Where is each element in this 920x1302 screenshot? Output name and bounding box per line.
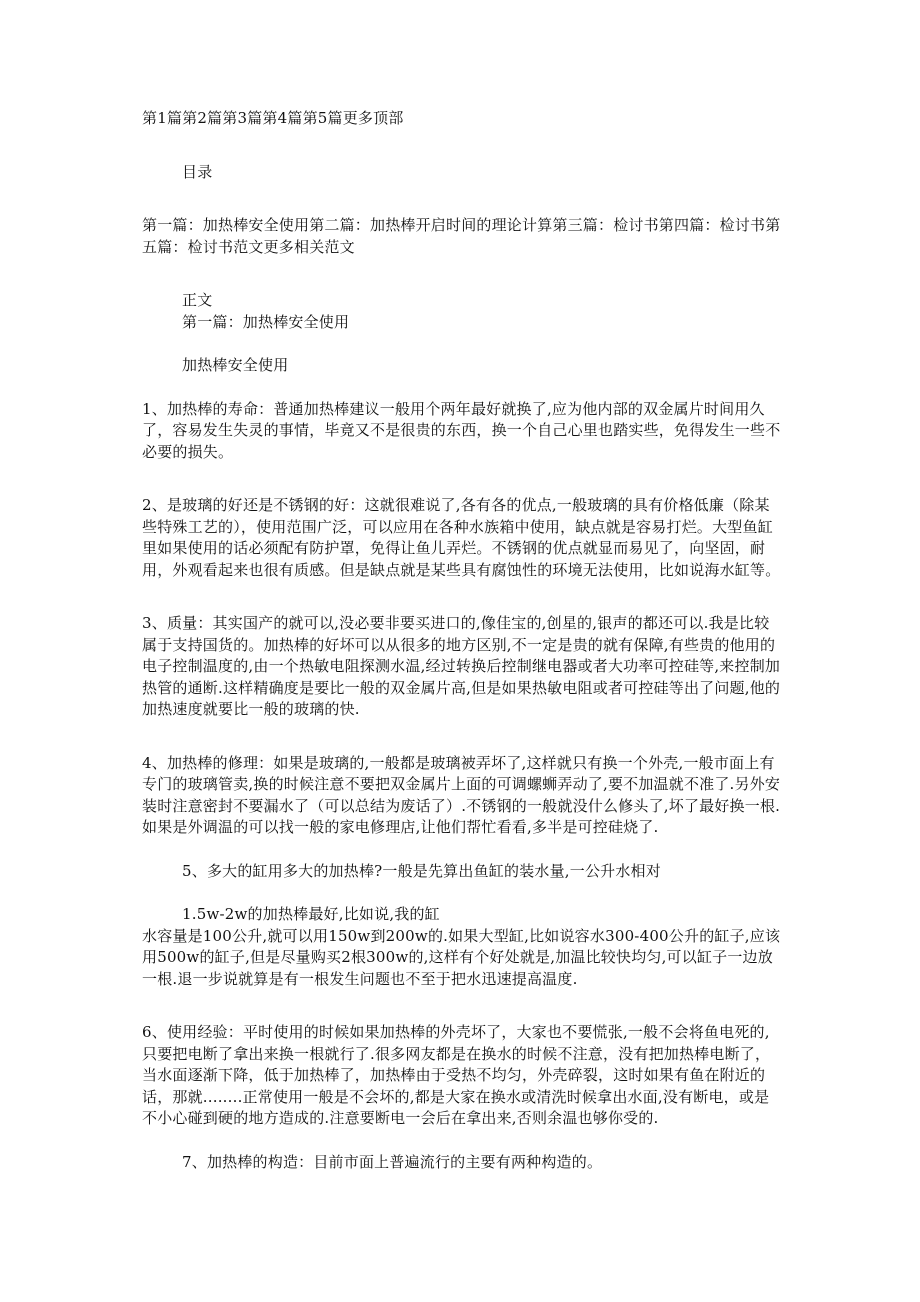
top-nav-links[interactable]: 第1篇第2篇第3篇第4篇第5篇更多顶部 — [142, 109, 404, 127]
paragraph: 5、多大的缸用多大的加热棒?一般是先算出鱼缸的装水量,一公升水相对 — [182, 861, 661, 880]
toc-list[interactable]: 第一篇：加热棒安全使用第二篇：加热棒开启时间的理论计算第三篇：检讨书第四篇：检讨书第五篇：检讨书范文更多相关范文 — [142, 216, 781, 256]
body-label: 正文 — [182, 291, 213, 309]
toc-title: 目录 — [182, 162, 213, 181]
paragraph: 2、是玻璃的好还是不锈钢的好：这就很难说了,各有各的优点,一般玻璃的具有价格低廉（除某些特殊工艺的），使用范围广泛，可以应用在各种水族箱中使用，缺点就是容易打烂。大型鱼缸里如果使用的话必须配有防护罩，免得让鱼儿弄烂。不锈钢的优点就显而易见了，向坚固，耐用，外观看起来也很有质感。但是缺点就是某些具有腐蚀性的环境无法使用，比如说海水缸等。 — [142, 496, 781, 579]
paragraph: 4、加热棒的修理：如果是玻璃的,一般都是玻璃被弄坏了,这样就只有换一个外壳,一般市面上有专门的玻璃管卖,换的时候注意不要把双金属片上面的可调螺蛳弄动了,要不加温就不准了.另外安装时注意密封不要漏水了（可以总结为废话了）.不锈钢的一般就没什么修头了,坏了最好换一根.如果是外调温的可以找一般的家电修理店,让他们帮忙看看,多半是可控硅烧了. — [142, 753, 781, 836]
paragraph: 3、质量：其实国产的就可以,没必要非要买进口的,像佳宝的,创星的,银声的都还可以.我是比较属于支持国货的。加热棒的好坏可以从很多的地方区别,不一定是贵的就有保障,有些贵的他用的电子控制温度的,由一个热敏电阻探测水温,经过转换后控制继电器或者大功率可控硅等,来控制加热管的通断.这样精确度是要比一般的双金属片高,但是如果热敏电阻或者可控硅等出了问题,他的加热速度就要比一般的玻璃的快. — [142, 614, 781, 718]
chapter-title: 第一篇：加热棒安全使用 — [182, 312, 350, 331]
paragraph: 6、使用经验：平时使用的时候如果加热棒的外壳坏了，大家也不要慌张,一般不会将鱼电死的,只要把电断了拿出来换一根就行了.很多网友都是在换水的时候不注意，没有把加热棒电断了，当水面逐渐下降，低于加热棒了，加热棒由于受热不均匀，外壳碎裂，这时如果有鱼在附近的话，那就........正常使用一般是不会坏的,都是大家在换水或清洗时候拿出水面,没有断电，或是不小心碰到硬的地方造成的.注意要断电一会后在拿出来,否则余温也够你受的. — [142, 1023, 771, 1127]
paragraph: 7、加热棒的构造：目前市面上普遍流行的主要有两种构造的。 — [182, 1152, 603, 1171]
document-page — [142, 108, 782, 1173]
paragraph: 水容量是100公升,就可以用150w到200w的.如果大型缸,比如说容水300-400公升的缸子,应该用500w的缸子,但是尽量购买2根300w的,这样有个好处就是,加温比较快均匀,可以缸子一边放一根.退一步说就算是有一根发生问题也不至于把水迅速提高温度. — [142, 926, 781, 988]
paragraph: 1.5w-2w的加热棒最好,比如说,我的缸 — [182, 905, 440, 923]
article-title: 加热棒安全使用 — [182, 356, 289, 374]
paragraph: 1、加热棒的寿命：普通加热棒建议一般用个两年最好就换了,应为他内部的双金属片时间用久了，容易发生失灵的事情，毕竟又不是很贵的东西，换一个自己心里也踏实些，免得发生一些不必要的损失。 — [142, 399, 781, 461]
